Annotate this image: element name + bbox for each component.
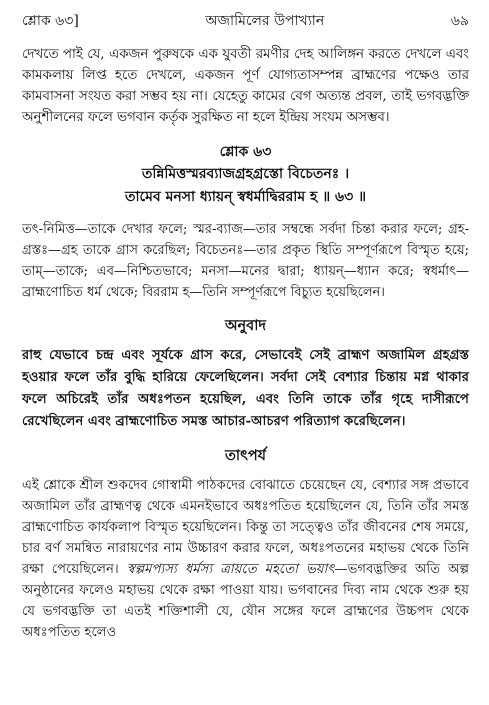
intro-paragraph: দেখতে পাই যে, একজন পুরুষকে এক যুবতী রমণীর দেহ আলিঙ্গন করতে দেখলে এবং কামকলায় লিপ্ত হতে দেখলে, একজন পূর্ণ যোগ্যতাসম্পন্ন ব্রাহ্মণের পক্ষেও তার কামবাসনা সংযত করা সম্ভব হয় না। যেহেতু কামের বেগ অত্যন্ত প্রবল, তাই ভগবদ্ভক্তি অনুশীলনের ফলে ভগবান কর্তৃক সুরক্ষিত না হলে ইন্দ্রিয় সংযম অসম্ভব। [22,47,469,125]
translation-heading: অনুবাদ [224,317,267,334]
page-header [22,8,469,34]
synonyms-block [22,219,469,303]
translation-text: রাহু যেভাবে চন্দ্র এবং সূর্যকে গ্রাস করে, সেভাবেই সেই ব্রাহ্মণ অজামিল গ্রহগ্রস্ত হওয়ার ফলে তাঁর বুদ্ধি হারিয়ে ফেলেছিলেন। সর্বদা সেই বেশ্যার চিন্তায় মগ্ন থাকার ফলে অচিরেই তাঁর অধঃপতন হয়েছিল, এবং তিনি তাকে তাঁর গৃহে দাসীরূপে রেখেছিলেন এবং ব্রাহ্মণোচিত সমস্ত আচার-আচরণ পরিত্যাগ করেছিলেন। [22,348,469,429]
purport-sanskrit-quote: স্বল্পমপ্যস্য ধর্মস্য ত্রায়তে মহতো ভয়াৎ [126,562,335,577]
header-page-number: ৬৯ [450,13,469,29]
synonyms-text: তৎ-নিমিত্ত—তাকে দেখার ফলে; স্মর-ব্যাজ—তার সম্বন্ধে সর্বদা চিন্তা করার ফলে; গ্রহ-গ্রস্তঃ—গ্রহ তাকে গ্রাস করেছিল; বিচেতনঃ—তার প্রকৃত স্থিতি সম্পূর্ণরূপে বিস্মৃত হয়ে; তাম্—তাকে; এব—নিশ্চিতভাবে; মনসা—মনের দ্বারা; ধ্যায়ন্—ধ্যান করে; স্বধর্মাৎ—ব্রাহ্মণোচিত ধর্ম থেকে; বিররাম হ—তিনি সম্পূর্ণরূপে বিচ্যুত হয়েছিলেন। [22,222,469,300]
purport-block [22,475,469,643]
purport-text-part-1: এই শ্লোকে শ্রীল শুকদেব গোস্বামী পাঠকদের বোঝাতে চেয়েছেন যে, বেশ্যার সঙ্গ প্রভাবে অজামিল তাঁর ব্রাহ্মণত্ব থেকে এমনইভাবে অধঃপতিত হয়েছিলেন যে, তিনি তাঁর সমস্ত ব্রাহ্মণোচিত কার্যকলাপ বিস্মৃত হয়েছিলেন। কিন্তু তা সত্ত্বেও তাঁর জীবনের শেষ সময়ে, চার বর্ণ সমন্বিত নারায়ণের নাম উচ্চারণ করার ফলে, অধঃপতনের মহাভয় থেকে তিনি রক্ষা পেয়েছিলেন। [22,478,469,577]
verse-line-2: তামেব মনসা ধ্যায়ন্ স্বধর্মাদ্বিররাম হ ॥ ৬৩ ॥ [124,189,367,205]
translation-block [22,345,469,433]
verse-heading: শ্লোক ৬৩ [219,144,272,160]
purport-text [22,475,469,643]
purport-text-part-2: —ভগবদ্ভক্তির অতি অল্প অনুষ্ঠানের ফলেও মহাভয় থেকে রক্ষা পাওয়া যায়। ভগবানের দিব্য নাম থেকে শুরু হয় যে ভগবদ্ভক্তি তা এতই শক্তিশালী যে, যৌন সঙ্গের ফলে ব্রাহ্মণের উচ্চপদ থেকে অধঃপতিত হলেও [22,562,469,640]
header-chapter-title: অজামিলের উপাখ্যান [205,13,325,29]
header-verse-ref: শ্লোক ৬৩] [22,13,79,29]
purport-heading: তাৎপর্য [224,447,267,464]
verse-line-1: তন্নিমিত্তস্মরব্যাজগ্রহগ্রস্তো বিচেতনঃ । [141,166,350,182]
